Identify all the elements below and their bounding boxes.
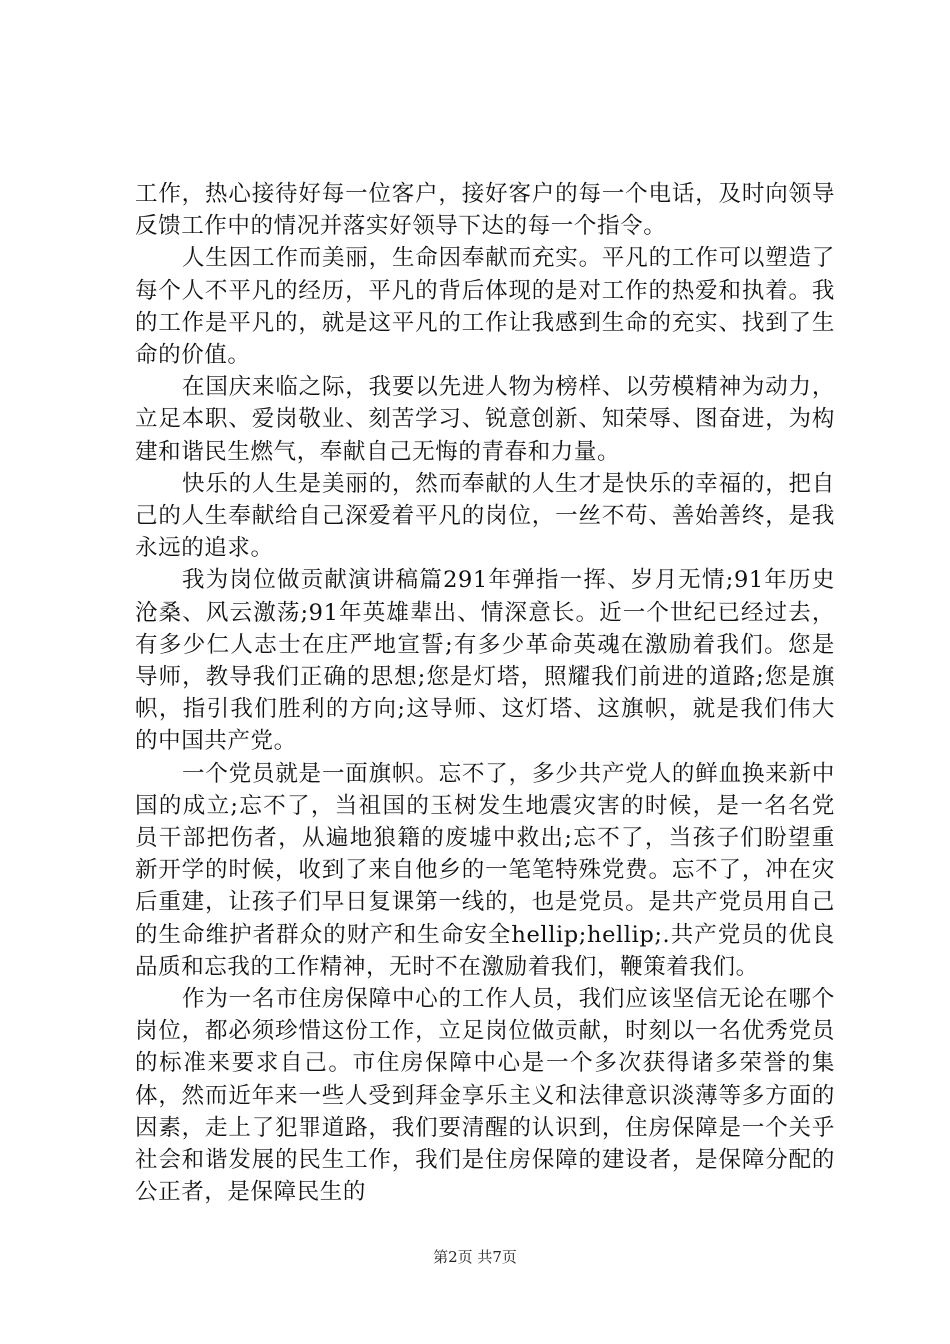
paragraph-happy-life: 快乐的人生是美丽的，然而奉献的人生才是快乐的幸福的，把自己的人生奉献给自己深爱着平凡的岗位，一丝不苟、善始善终，是我永远的追求。 — [135, 470, 835, 562]
document-body — [135, 178, 835, 1209]
paragraph-work-beauty: 人生因工作而美丽，生命因奉献而充实。平凡的工作可以塑造了每个人不平凡的经历，平凡的背后体现的是对工作的热爱和执着。我的工作是平凡的，就是这平凡的工作让我感到生命的充实、找到了生命的价值。 — [135, 245, 835, 369]
paragraph-housing-center: 作为一名市住房保障中心的工作人员，我们应该坚信无论在哪个岗位，都必须珍惜这份工作，立足岗位做贡献，时刻以一名优秀党员的标准来要求自己。市住房保障中心是一个多次获得诸多荣誉的集体，然而近年来一些人受到拜金享乐主义和法律意识淡薄等多方面的因素，走上了犯罪道路，我们要清醒的认识到，住房保障是一个关乎社会和谐发展的民生工作，我们是住房保障的建设者，是保障分配的公正者，是保障民生的 — [135, 986, 835, 1206]
paragraph-party-member: 一个党员就是一面旗帜。忘不了，多少共产党人的鲜血换来新中国的成立;忘不了，当祖国的玉树发生地震灾害的时候，是一名名党员干部把伤者，从遍地狼籍的废墟中救出;忘不了，当孩子们盼望重新开学的时候，收到了来自他乡的一笔笔特殊党费。忘不了，冲在灾后重建，让孩子们早日复课第一线的，也是党员。是共产党员用自己的生命维护者群众的财产和生命安全hellip;hellip;.共产党员的优良品质和忘我的工作精神，无时不在激励着我们，鞭策着我们。 — [135, 760, 835, 980]
paragraph-national-day: 在国庆来临之际，我要以先进人物为榜样、以劳模精神为动力，立足本职、爱岗敬业、刻苦学习、锐意创新、知荣辱、图奋进，为构建和谐民生燃气，奉献自己无悔的青春和力量。 — [135, 374, 835, 465]
paragraph-speech-title: 我为岗位做贡献演讲稿篇291年弹指一挥、岁月无情;91年历史沧桑、风云激荡;91年英雄辈出、情深意长。近一个世纪已经过去，有多少仁人志士在庄严地宣誓;有多少革命英魂在激励着我们。您是导师，教导我们正确的思想;您是灯塔，照耀我们前进的道路;您是旗帜，指引我们胜利的方向;这导师、这灯塔、这旗帜，就是我们伟大的中国共产党。 — [135, 567, 835, 755]
page-number-footer: 第2页 共7页 — [433, 1248, 517, 1266]
paragraph-continuation: 工作，热心接待好每一位客户，接好客户的每一个电话，及时向领导反馈工作中的情况并落实好领导下达的每一个指令。 — [135, 181, 835, 240]
